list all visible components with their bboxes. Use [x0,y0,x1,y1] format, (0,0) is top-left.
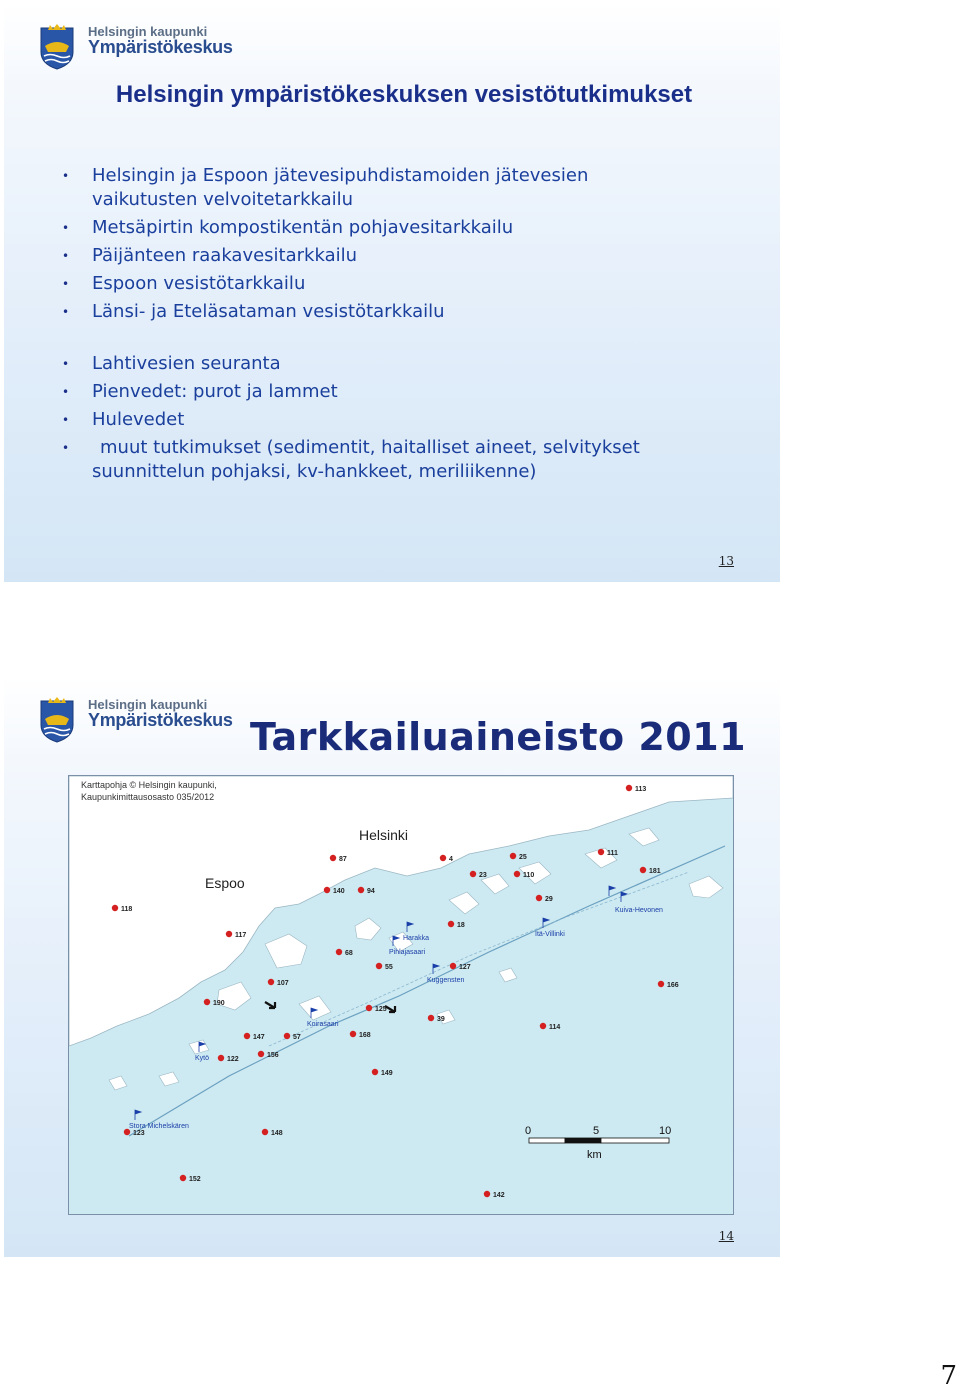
place-label: Kuggensten [427,977,465,984]
place-label: Pihlajasaari [389,949,426,956]
station-label-57: 57 [293,1034,301,1041]
station-label-125: 125 [375,1006,387,1013]
bullet-item [62,216,762,240]
scale-unit-label: km [587,1149,602,1161]
station-label-29: 29 [545,896,553,903]
scale-tick-label: 10 [659,1125,672,1137]
place-label: Stora Michelskären [129,1123,189,1130]
station-label-122: 122 [227,1056,239,1063]
bullet-text: Päijänteen raakavesitarkkailu [92,245,358,266]
station-dot-166 [658,981,664,987]
bullet-icon: • [62,357,70,371]
station-label-166: 166 [667,982,679,989]
station-label-168: 168 [359,1032,371,1039]
helsinki-crest-icon [38,22,76,70]
station-dot-123 [124,1129,130,1135]
station-label-107: 107 [277,980,289,987]
bullet-item [62,352,762,376]
logo [38,695,258,743]
station-label-23: 23 [479,872,487,879]
flag-icon [407,922,413,932]
slide-title: Tarkkailuaineisto 2011 [250,715,747,759]
station-label-152: 152 [189,1176,201,1183]
station-label-142: 142 [493,1192,505,1199]
bullet-item [62,164,762,212]
bullet-icon: • [62,221,70,235]
bullet-item [62,408,762,432]
station-label-148: 148 [271,1130,283,1137]
station-dot-23 [470,871,476,877]
station-dot-149 [372,1069,378,1075]
bullet-list [62,164,762,488]
station-dot-110 [514,871,520,877]
slide-13 [4,4,780,582]
station-dot-4 [440,855,446,861]
place-label-espoo: Espoo [205,875,245,891]
station-dot-111 [598,849,604,855]
bullet-text-continued: vaikutusten velvoitetarkkailu [92,189,354,210]
bullet-text: Pienvedet: purot ja lammet [92,381,338,402]
station-dot-148 [262,1129,268,1135]
station-label-118: 118 [121,906,133,913]
place-label: Kuiva-Hevonen [615,907,663,914]
bullet-text: Metsäpirtin kompostikentän pohjavesitarkkailu [92,217,514,238]
station-dot-142 [484,1191,490,1197]
station-dot-29 [536,895,542,901]
station-dot-127 [450,963,456,969]
scale-tick-label: 0 [525,1125,532,1137]
arrow-icon [265,1002,275,1008]
station-dot-122 [218,1055,224,1061]
helsinki-crest-icon [38,695,76,743]
station-label-147: 147 [253,1034,265,1041]
logo-agency-name: Ympäristökeskus [88,710,233,730]
place-label: Harakka [403,935,430,942]
place-label: Kytö [195,1055,210,1062]
station-dot-55 [376,963,382,969]
flag-icon [135,1110,141,1120]
bullet-text: Hulevedet [92,409,185,430]
station-label-25: 25 [519,854,527,861]
bullet-text: Espoon vesistötarkkailu [92,273,306,294]
station-label-55: 55 [385,964,393,971]
station-dot-94 [358,887,364,893]
slide-page-number: 14 [718,1229,734,1243]
bullet-text: muut tutkimukset (sedimentit, haitalliset aineet, selvitykset [100,437,640,458]
station-dot-39 [428,1015,434,1021]
slide-title: Helsingin ympäristökeskuksen vesistötutkimukset [115,81,693,108]
station-label-39: 39 [437,1016,445,1023]
flag-icon [621,892,627,902]
bullet-item [62,436,762,484]
station-label-18: 18 [457,922,465,929]
place-label-helsinki: Helsinki [359,827,409,843]
station-dot-147 [244,1033,250,1039]
station-label-190: 190 [213,1000,225,1007]
station-label-113: 113 [635,786,647,793]
station-dot-68 [336,949,342,955]
station-dot-117 [226,931,232,937]
station-label-111: 111 [607,850,618,857]
bullet-icon: • [62,413,70,427]
station-dot-168 [350,1031,356,1037]
scale-tick-label: 5 [593,1125,600,1137]
station-dot-140 [324,887,330,893]
scale-bar [525,1125,671,1161]
logo-agency-name: Ympäristökeskus [88,37,233,57]
station-dot-87 [330,855,336,861]
station-dot-25 [510,853,516,859]
bullet-text-continued: suunnittelun pohjaksi, kv-hankkeet, meriliikenne) [92,461,537,482]
station-dot-107 [268,979,274,985]
station-dot-57 [284,1033,290,1039]
place-label: Itä-Villinki [535,931,565,938]
station-dot-125 [366,1005,372,1011]
station-label-181: 181 [649,868,661,875]
station-label-4: 4 [449,856,453,863]
bullet-icon: • [62,169,70,183]
bullet-item [62,272,762,296]
station-label-123: 123 [133,1130,145,1137]
bullet-icon: • [62,385,70,399]
station-label-94: 94 [367,888,375,895]
logo-city-name: Helsingin kaupunki [88,24,208,39]
shipping-lane [269,872,689,1046]
logo [38,22,258,70]
bullet-item [62,380,762,404]
map-credit: Kaupunkimittausosasto 035/2012 [81,792,215,802]
bullet-icon: • [62,277,70,291]
bullet-text: Helsingin ja Espoon jätevesipuhdistamoiden jätevesien [92,165,589,186]
station-label-114: 114 [549,1024,561,1031]
station-dot-113 [626,785,632,791]
slide-14 [4,677,780,1257]
station-label-149: 149 [381,1070,393,1077]
station-label-156: 156 [267,1052,279,1059]
station-dot-190 [204,999,210,1005]
logo-city-name: Helsingin kaupunki [88,697,208,712]
station-dot-114 [540,1023,546,1029]
document-page-number: 7 [940,1361,957,1391]
bullet-icon: • [62,441,70,455]
bullet-text: Lahtivesien seuranta [92,353,281,374]
station-dot-118 [112,905,118,911]
monitoring-map [68,775,734,1215]
station-label-140: 140 [333,888,345,895]
station-dot-156 [258,1051,264,1057]
bullet-icon: • [62,305,70,319]
place-label: Koirasaari [307,1021,339,1028]
bullet-item [62,244,762,268]
station-label-68: 68 [345,950,353,957]
station-dot-152 [180,1175,186,1181]
station-dot-18 [448,921,454,927]
station-label-117: 117 [235,932,247,939]
station-label-110: 110 [523,872,535,879]
map-credit: Karttapohja © Helsingin kaupunki, [81,780,217,790]
station-dot-181 [640,867,646,873]
map-svg [69,776,733,1214]
bullet-text: Länsi- ja Eteläsataman vesistötarkkailu [92,301,445,322]
station-label-127: 127 [459,964,471,971]
station-label-87: 87 [339,856,347,863]
bullet-item [62,300,762,324]
slide-page-number: 13 [718,554,734,568]
bullet-icon: • [62,249,70,263]
